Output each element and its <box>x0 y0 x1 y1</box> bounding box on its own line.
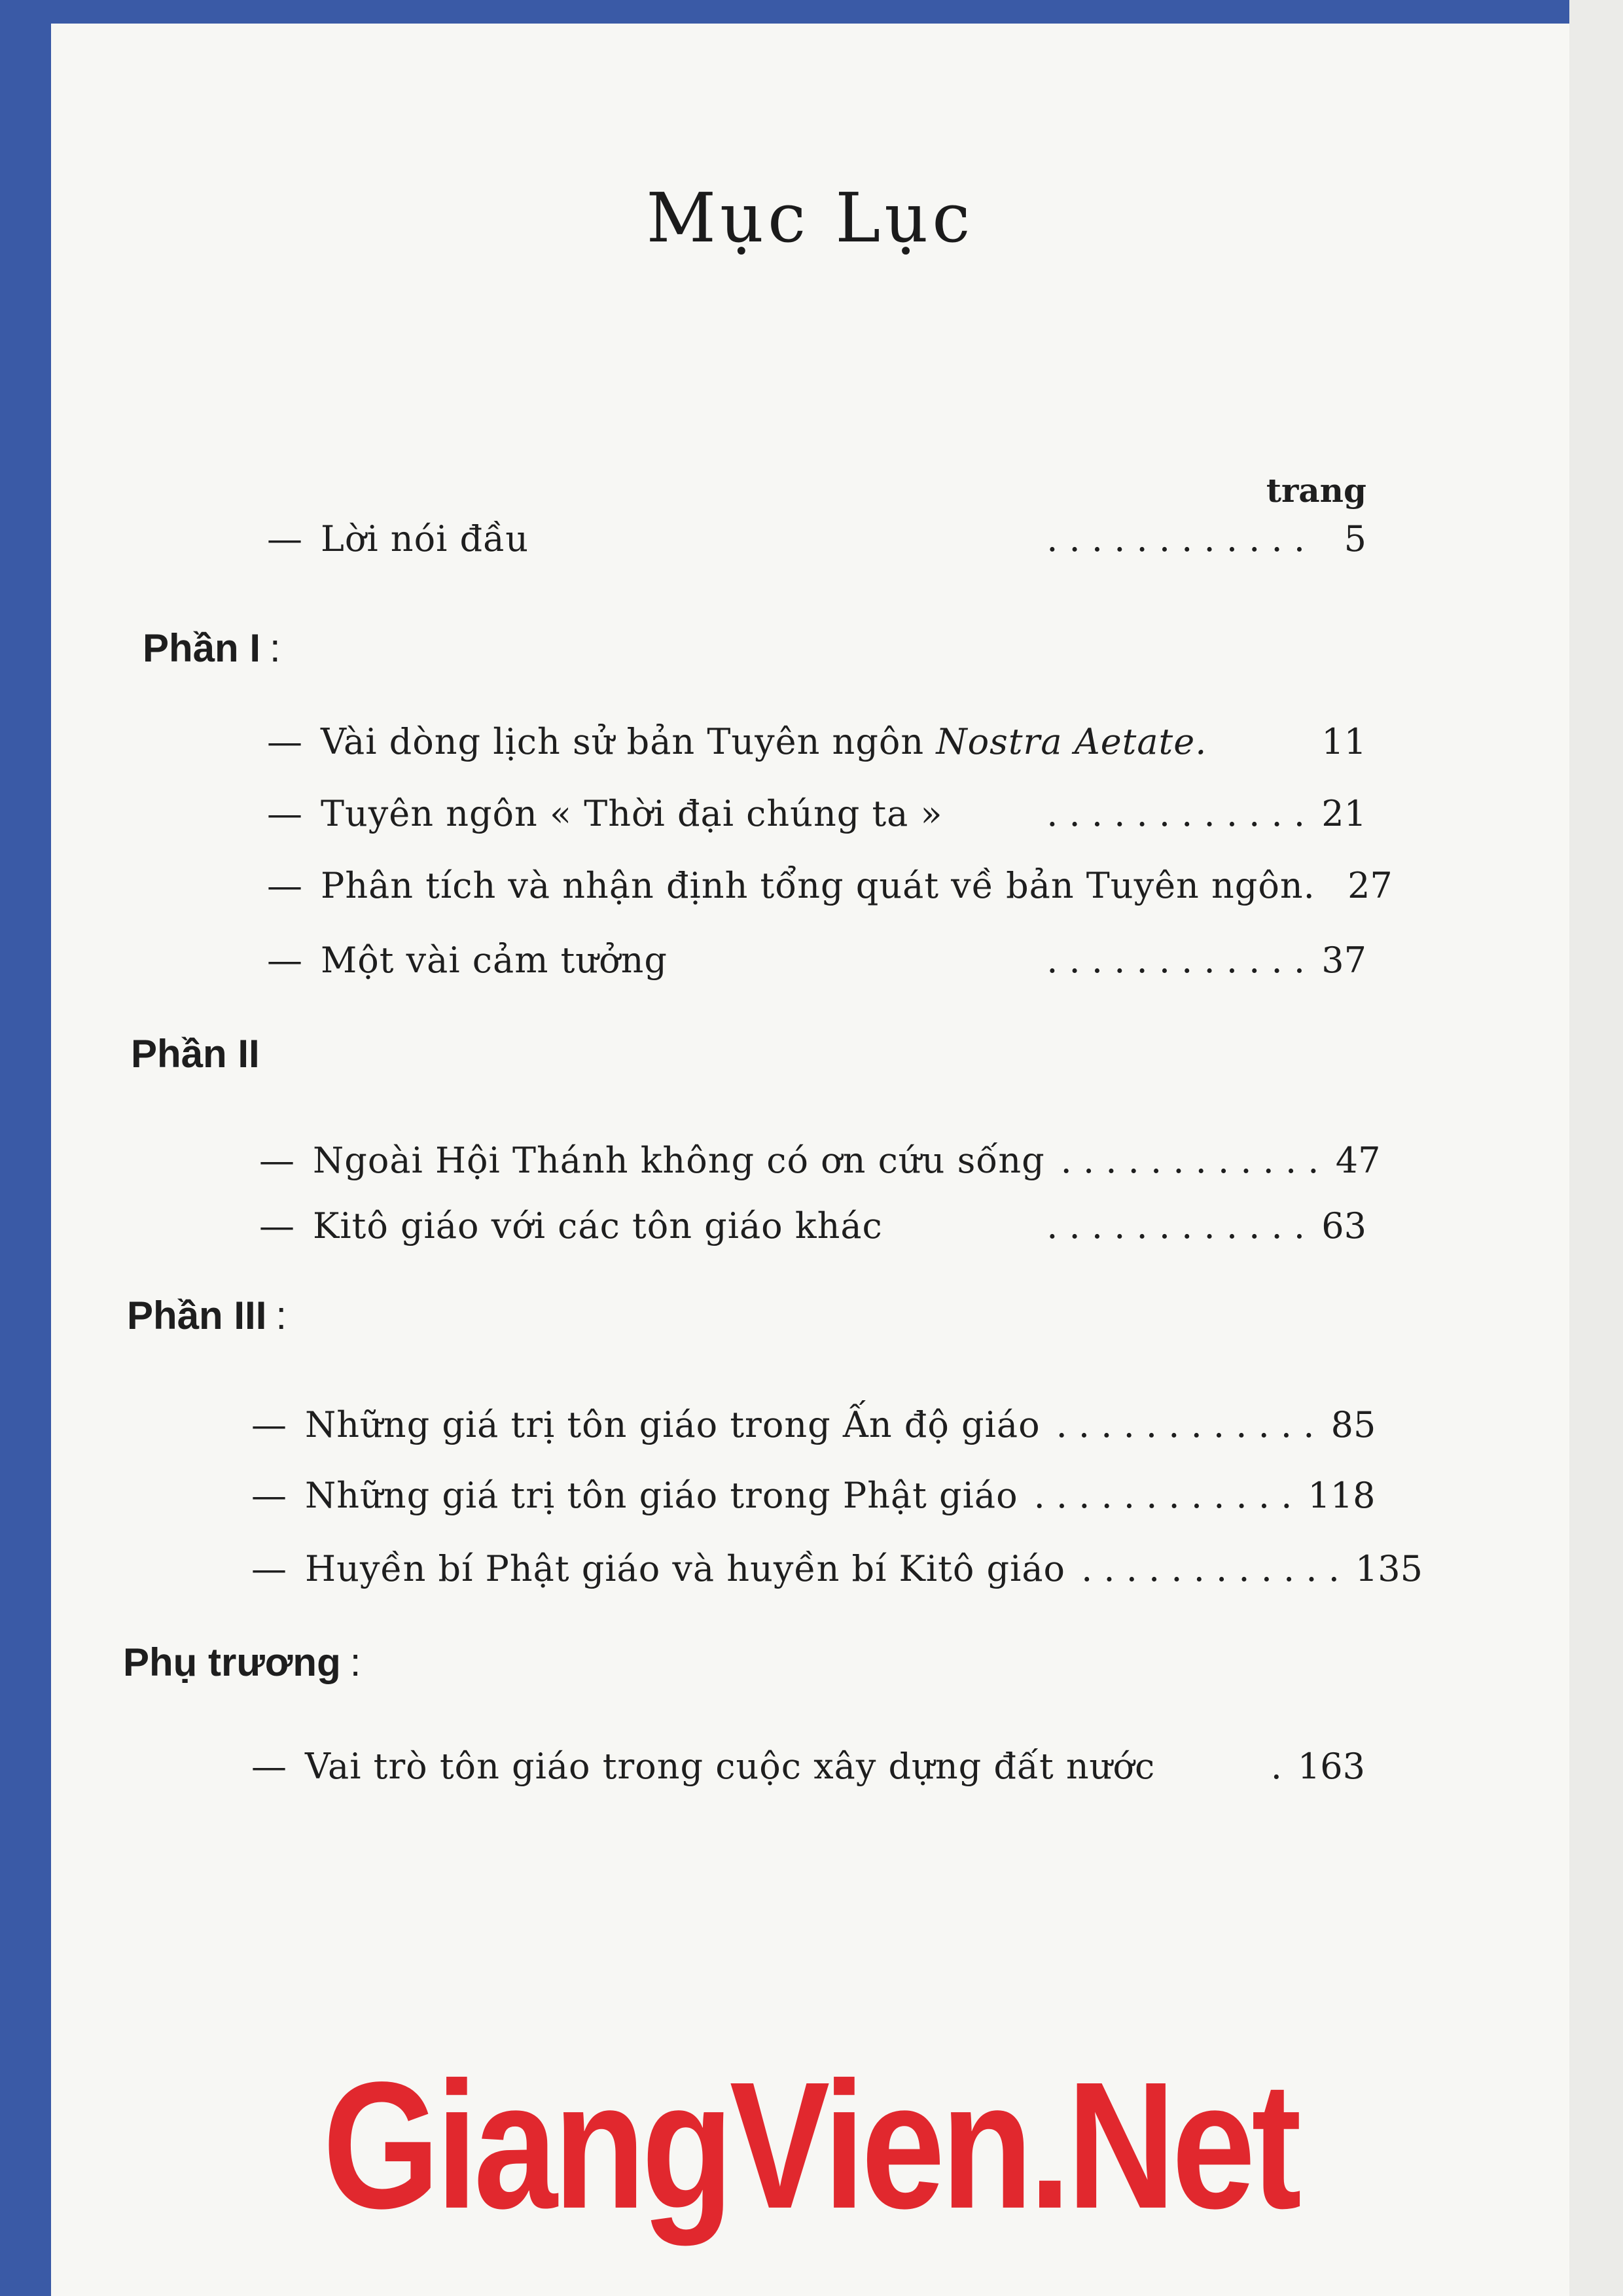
watermark-logo: GiangVien.Net <box>323 2044 1298 2246</box>
part-heading-2 <box>131 1031 269 1076</box>
book-page <box>51 24 1569 2296</box>
toc-entry <box>267 721 1366 773</box>
entry-label <box>321 721 1207 762</box>
entry-label: Kitô giáo với các tôn giáo khác <box>313 1205 883 1246</box>
toc-entry <box>267 940 1366 992</box>
toc-entry <box>251 1404 1376 1457</box>
toc-entry <box>251 1746 1365 1798</box>
dot-leader: . . . . . . . . . . . . <box>1033 1475 1293 1516</box>
entry-label: Những giá trị tôn giáo trong Phật giáo <box>305 1475 1018 1516</box>
part-title: Phụ trương <box>123 1640 341 1684</box>
book-cover-edge-left <box>0 0 51 2296</box>
part-suffix: : <box>349 1640 361 1684</box>
entry-page-number: 47 <box>1335 1140 1381 1181</box>
entry-page-number: 85 <box>1330 1404 1376 1445</box>
dot-leader: . . . . . . . . . . . . <box>1046 1205 1305 1246</box>
entry-page-number: 11 <box>1321 721 1366 762</box>
entry-dash: — <box>251 1404 287 1445</box>
entry-page-number: 37 <box>1321 940 1366 981</box>
part-title: Phần II <box>131 1032 260 1076</box>
entry-page-number: 27 <box>1347 865 1393 906</box>
entry-page-number: 118 <box>1308 1475 1376 1516</box>
entry-label: Tuyên ngôn « Thời đại chúng ta » <box>321 793 943 834</box>
page-title: Mục Lục <box>646 178 974 258</box>
entry-page-number: 163 <box>1297 1746 1365 1787</box>
part-heading-appendix <box>123 1640 361 1685</box>
dot-leader: . . . . . . . . . . . . <box>1056 1404 1315 1445</box>
entry-dash: — <box>267 865 302 906</box>
entry-dash: — <box>267 518 302 559</box>
book-cover-edge-top <box>0 0 1623 24</box>
part-title: Phần III <box>127 1294 267 1337</box>
entry-dash: — <box>267 793 302 834</box>
page-column-header: trang <box>1266 471 1366 510</box>
entry-label: Lời nói đầu <box>321 518 529 559</box>
entry-label-text: Vài dòng lịch sử bản Tuyên ngôn <box>321 721 936 762</box>
entry-page-number: 135 <box>1355 1548 1423 1589</box>
toc-entry-intro <box>267 518 1366 571</box>
entry-label: Những giá trị tôn giáo trong Ấn độ giáo <box>305 1404 1041 1445</box>
part-suffix: : <box>270 626 281 670</box>
part-heading-1 <box>143 626 281 671</box>
scan-margin-right <box>1569 0 1623 2296</box>
dot-leader: . . . . . . . . . . . . <box>1046 518 1305 559</box>
dot-leader: . . . . . . . . . . . . <box>1046 940 1305 981</box>
entry-label: Phân tích và nhận định tổng quát về bản Tuyên ngôn. <box>321 865 1315 906</box>
entry-dash: — <box>251 1475 287 1516</box>
entry-label: Huyền bí Phật giáo và huyền bí Kitô giáo <box>305 1548 1066 1589</box>
entry-label: Một vài cảm tưởng <box>321 940 668 981</box>
entry-dash: — <box>259 1205 294 1246</box>
dot-leader: . . . . . . . . . . . . <box>1046 793 1305 834</box>
toc-entry <box>267 793 1366 845</box>
part-title: Phần I <box>143 626 261 670</box>
part-heading-3 <box>127 1293 287 1338</box>
entry-page-number: 5 <box>1344 518 1366 559</box>
entry-dash: — <box>259 1140 294 1181</box>
toc-entry <box>259 1140 1381 1192</box>
dot-leader: . . . . . . . . . . . . <box>1060 1140 1319 1181</box>
toc-entry <box>251 1475 1376 1527</box>
entry-dash: — <box>267 721 302 762</box>
entry-page-number: 63 <box>1321 1205 1366 1246</box>
part-suffix: : <box>276 1294 287 1337</box>
entry-dash: — <box>251 1746 287 1787</box>
entry-label: Vai trò tôn giáo trong cuộc xây dựng đất nước <box>305 1746 1156 1787</box>
entry-label: Ngoài Hội Thánh không có ơn cứu sống <box>313 1140 1045 1181</box>
entry-dash: — <box>267 940 302 981</box>
toc-entry <box>267 865 1393 917</box>
dot-leader: . . . . . . . . . . . . <box>1081 1548 1340 1589</box>
entry-dash: — <box>251 1548 287 1589</box>
entry-label-italic: Nostra Aetate. <box>936 721 1207 762</box>
toc-entry <box>251 1548 1423 1600</box>
entry-page-number: 21 <box>1321 793 1366 834</box>
toc-entry <box>259 1205 1366 1258</box>
dot-leader: . <box>1270 1746 1282 1787</box>
